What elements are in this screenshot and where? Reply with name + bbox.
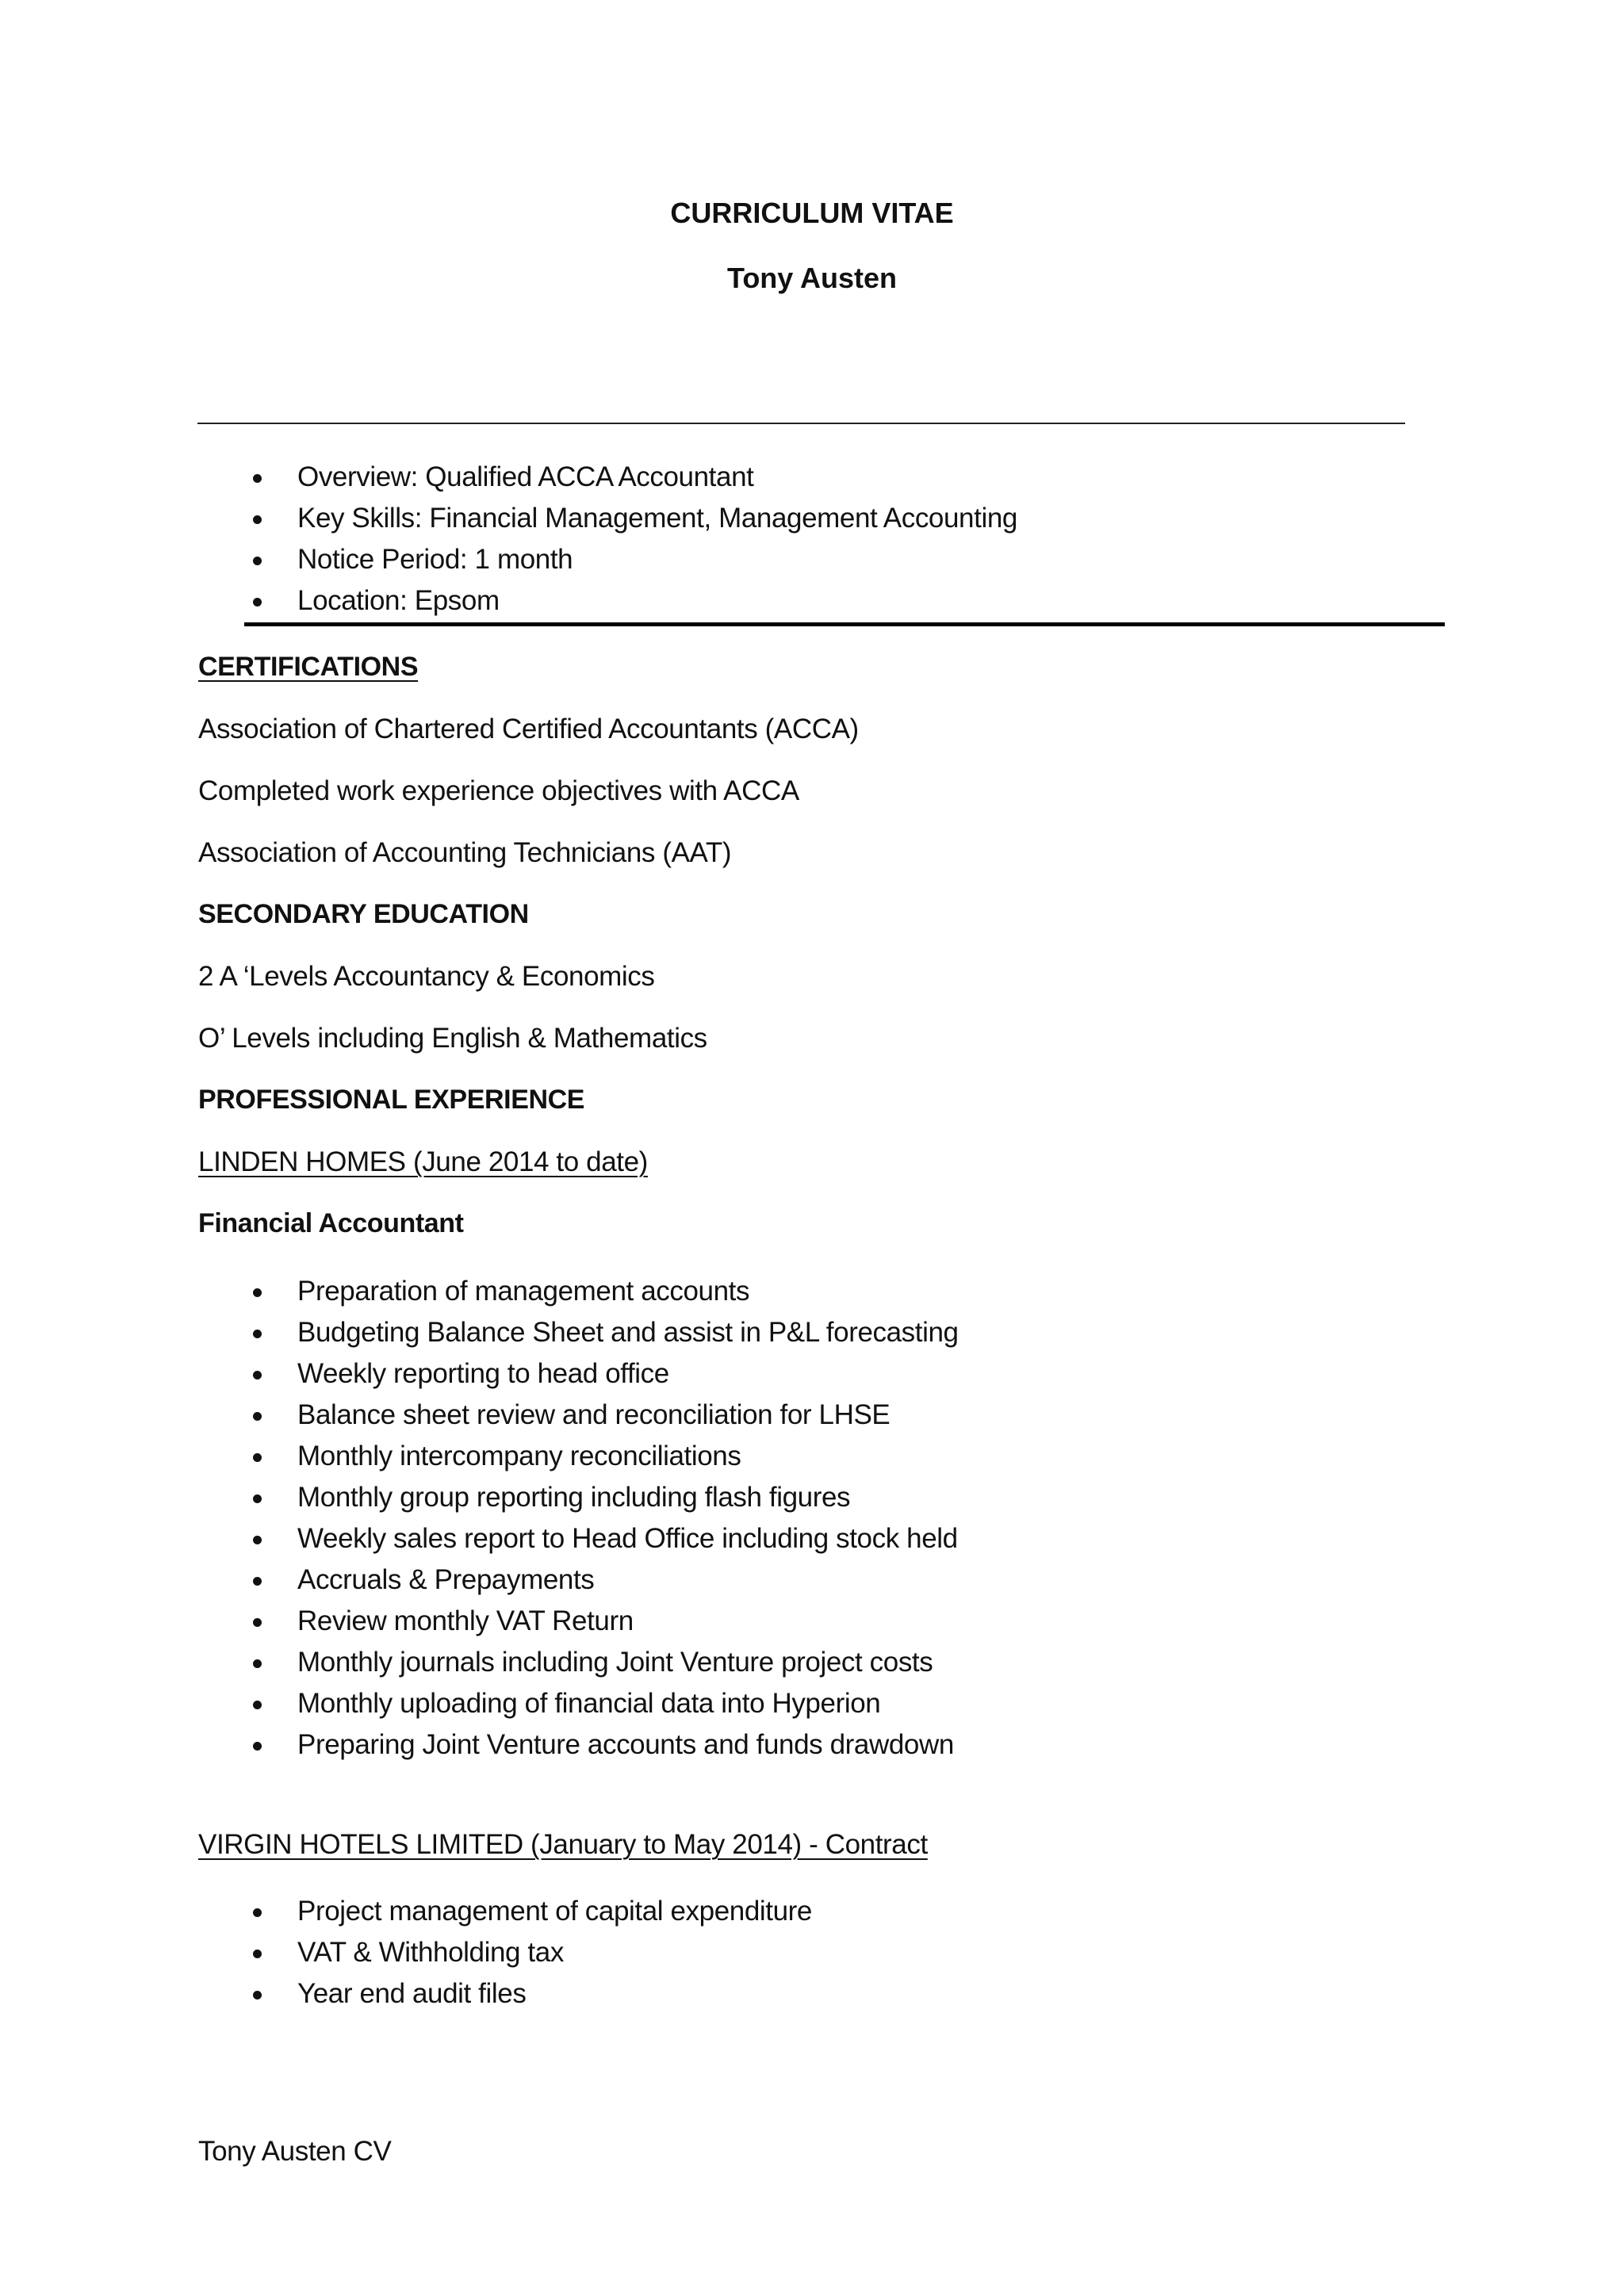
secondary-education-heading: SECONDARY EDUCATION — [198, 899, 529, 929]
list-item: Year end audit files — [297, 1973, 812, 2015]
bullet-icon — [253, 515, 262, 524]
bullet-icon — [253, 1494, 262, 1503]
bullet-icon — [253, 557, 262, 565]
bullet-icon — [253, 1371, 262, 1380]
list-item: Accruals & Prepayments — [297, 1559, 959, 1601]
bullet-icon — [253, 474, 262, 483]
bullet-icon — [253, 598, 262, 607]
list-item: Weekly reporting to head office — [297, 1353, 959, 1395]
certification-item: Completed work experience objectives with ACCA — [198, 775, 799, 806]
bullet-icon — [253, 1659, 262, 1668]
list-item: Weekly sales report to Head Office including stock held — [297, 1518, 959, 1559]
list-item: Notice Period: 1 month — [297, 539, 1017, 580]
bullet-icon — [253, 1412, 262, 1421]
top-divider — [197, 423, 1405, 424]
bullet-icon — [253, 1908, 262, 1917]
list-item: Monthly journals including Joint Venture project costs — [297, 1642, 959, 1683]
bullet-icon — [253, 1453, 262, 1462]
bullet-icon — [253, 1991, 262, 1999]
list-item: Review monthly VAT Return — [297, 1601, 959, 1642]
virgin-duties-list — [297, 1891, 812, 2015]
bullet-icon — [253, 1330, 262, 1338]
education-item: 2 A ‘Levels Accountancy & Economics — [198, 961, 655, 992]
linden-duties-list — [297, 1271, 959, 1766]
list-item: Location: Epsom — [297, 580, 1017, 622]
list-item: Key Skills: Financial Management, Management Accounting — [297, 498, 1017, 539]
professional-experience-heading: PROFESSIONAL EXPERIENCE — [198, 1085, 585, 1115]
job-title: Financial Accountant — [198, 1208, 464, 1238]
list-item: Monthly uploading of financial data into Hyperion — [297, 1683, 959, 1724]
list-item: Project management of capital expenditure — [297, 1891, 812, 1932]
list-item: VAT & Withholding tax — [297, 1932, 812, 1973]
bullet-icon — [253, 1577, 262, 1586]
list-item: Monthly group reporting including flash figures — [297, 1477, 959, 1518]
education-item: O’ Levels including English & Mathematics — [198, 1023, 707, 1054]
summary-divider — [244, 622, 1445, 626]
employer-virgin-hotels: VIRGIN HOTELS LIMITED (January to May 2014) - Contract — [198, 1829, 928, 1860]
bullet-icon — [253, 1536, 262, 1544]
bullet-icon — [253, 1742, 262, 1751]
list-item: Budgeting Balance Sheet and assist in P&L forecasting — [297, 1312, 959, 1353]
list-item: Preparation of management accounts — [297, 1271, 959, 1312]
certification-item: Association of Chartered Certified Accountants (ACCA) — [198, 714, 859, 744]
bullet-icon — [253, 1701, 262, 1709]
certification-item: Association of Accounting Technicians (AAT) — [198, 837, 732, 868]
document-title: CURRICULUM VITAE — [670, 197, 954, 229]
list-item: Monthly intercompany reconciliations — [297, 1436, 959, 1477]
employer-linden-homes: LINDEN HOMES (June 2014 to date) — [198, 1146, 648, 1177]
list-item: Overview: Qualified ACCA Accountant — [297, 457, 1017, 498]
candidate-name: Tony Austen — [727, 262, 897, 294]
summary-list — [297, 457, 1017, 622]
bullet-icon — [253, 1288, 262, 1297]
list-item: Balance sheet review and reconciliation for LHSE — [297, 1395, 959, 1436]
page-footer: Tony Austen CV — [198, 2136, 392, 2167]
bullet-icon — [253, 1950, 262, 1958]
certifications-heading: CERTIFICATIONS — [198, 652, 419, 682]
list-item: Preparing Joint Venture accounts and funds drawdown — [297, 1724, 959, 1766]
bullet-icon — [253, 1618, 262, 1627]
